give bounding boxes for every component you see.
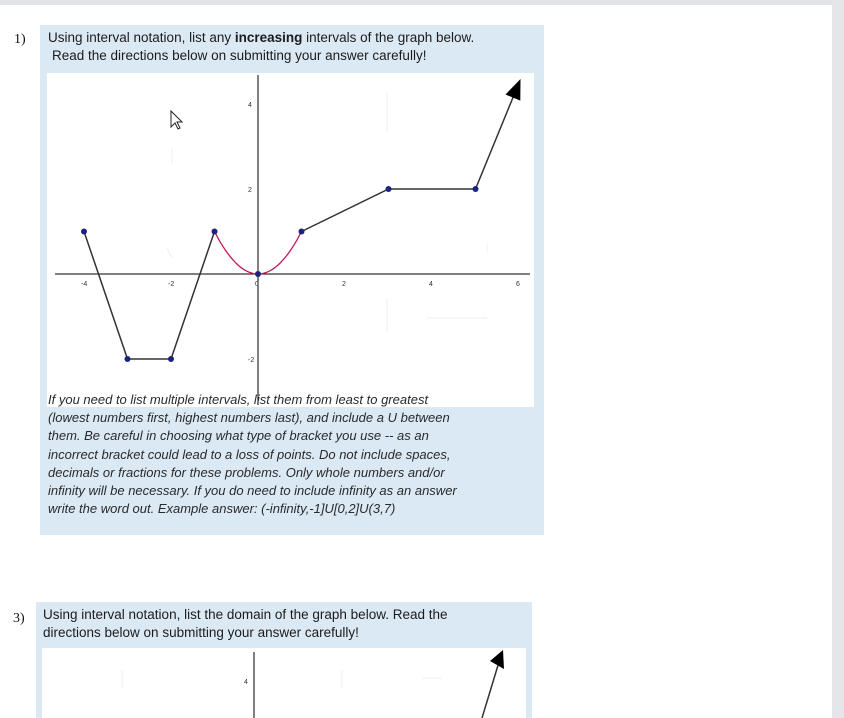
directions-line: them. Be careful in choosing what type of bracket you use -- as an (48, 428, 429, 444)
graph-svg (42, 648, 526, 718)
x-tick-label: 4 (429, 281, 433, 288)
graph-segment (302, 189, 389, 232)
question-3-prompt (43, 606, 529, 642)
prompt-emphasis: increasing (234, 30, 303, 45)
graph-point (168, 356, 174, 362)
graph-point (255, 271, 261, 277)
directions-line: (lowest numbers first, highest numbers last), and include a U between (48, 410, 450, 426)
graph-segment (171, 232, 215, 360)
graph-svg (47, 73, 534, 407)
x-tick-label: -4 (81, 281, 88, 288)
question-1-directions (48, 391, 542, 518)
y-tick-label: -2 (248, 357, 255, 364)
mouse-pointer-icon (171, 111, 182, 129)
question-3-graph (42, 648, 526, 718)
graph-point (212, 229, 218, 235)
graph-point (473, 186, 479, 192)
prompt-text-start: Using interval notation, list any (48, 30, 235, 45)
scrollbar-track[interactable] (832, 0, 844, 718)
prompt-text-end: intervals of the graph below. (302, 30, 475, 45)
graph-point (81, 229, 87, 235)
prompt-line-2: directions below on submitting your answer carefully! (43, 625, 359, 640)
x-tick-label: 6 (516, 281, 520, 288)
graph-point (386, 186, 392, 192)
graph-segment (84, 232, 128, 360)
directions-line: infinity will be necessary. If you do need to include infinity as an answer (48, 483, 457, 499)
question-1-graph (47, 73, 534, 407)
faint-gridlines (167, 93, 487, 333)
graph-point (125, 356, 131, 362)
x-tick-label: 0 (255, 281, 259, 288)
y-tick-label: 4 (248, 102, 252, 109)
question-3-panel (36, 602, 532, 718)
x-tick-label: -2 (168, 281, 175, 288)
prompt-line-2: Read the directions below on submitting your answer carefully! (52, 48, 427, 63)
graph-point (299, 229, 305, 235)
question-1-panel (40, 25, 544, 535)
directions-line: If you need to list multiple intervals, list them from least to greatest (48, 392, 429, 407)
directions-line: write the word out. Example answer: (-infinity,-1]U[0,2]U(3,7) (48, 501, 396, 517)
y-tick-label: 4 (244, 679, 248, 686)
directions-line: decimals or fractions for these problems. Only whole numbers and/or (48, 464, 445, 480)
y-tick-label: 2 (248, 187, 252, 194)
prompt-line-1: Using interval notation, list the domain of the graph below. Read the (43, 607, 448, 622)
question-1-prompt (48, 29, 538, 65)
x-tick-label: 2 (342, 281, 346, 288)
graph-line (482, 662, 499, 718)
graph-segment (476, 83, 520, 189)
question-1-number: 1) (14, 32, 26, 47)
top-shadow (0, 0, 844, 5)
question-3-number: 3) (13, 611, 25, 626)
directions-line: incorrect bracket could lead to a loss of points. Do not include spaces, (48, 446, 451, 462)
end-arrow-icon (506, 79, 521, 101)
